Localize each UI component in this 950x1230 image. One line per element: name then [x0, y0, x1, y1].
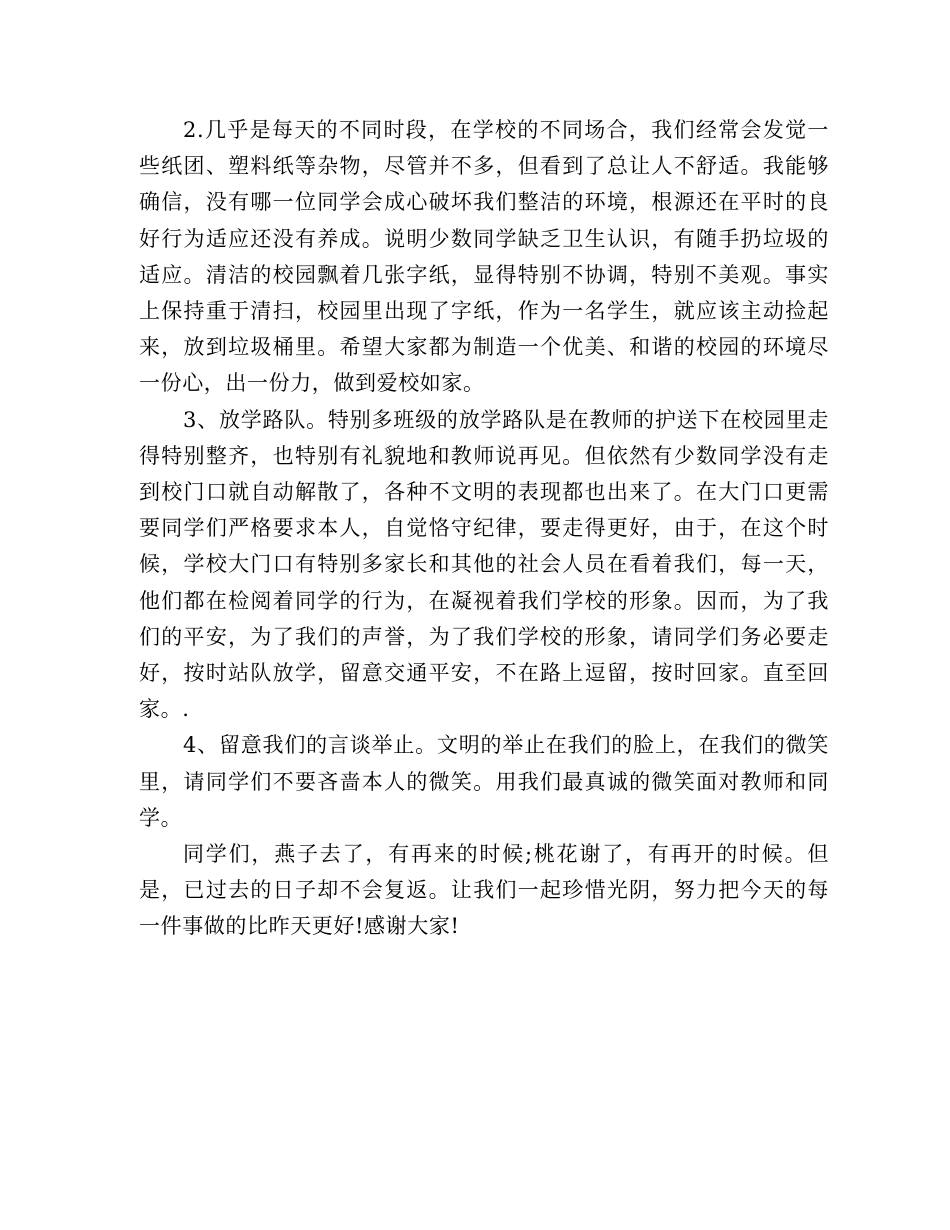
paragraph-manners: 4、留意我们的言谈举止。文明的举止在我们的脸上，在我们的微笑里，请同学们不要吝啬本人的微笑。用我们最真诚的微笑面对教师和同学。 — [139, 733, 829, 830]
paragraph-dismissal-line: 3、放学路队。特别多班级的放学路队是在教师的护送下在校园里走得特别整齐，也特别有礼貌地和教师说再见。但依然有少数同学没有走到校门口就自动解散了，各种不文明的表现都也出来了。在大门口更需要同学们严格要求本人，自觉恪守纪律，要走得更好，由于，在这个时候，学校大门口有特别多家长和其他的社会人员在看着我们，每一天，他们都在检阅着同学的行为，在凝视着我们学校的形象。因而，为了我们的平安，为了我们的声誉，为了我们学校的形象，请同学们务必要走好，按时站队放学，留意交通平安，不在路上逗留，按时回家。直至回家。. — [139, 407, 829, 722]
paragraph-cleanliness: 2.几乎是每天的不同时段，在学校的不同场合，我们经常会发觉一些纸团、塑料纸等杂物，尽管并不多，但看到了总让人不舒适。我能够确信，没有哪一位同学会成心破坏我们整洁的环境，根源还在平时的良好行为适应还没有养成。说明少数同学缺乏卫生认识，有随手扔垃圾的适应。清洁的校园飘着几张字纸，显得特别不协调，特别不美观。事实上保持重于清扫，校园里出现了字纸，作为一名学生，就应该主动捡起来，放到垃圾桶里。希望大家都为制造一个优美、和谐的校园的环境尽一份心，出一份力，做到爱校如家。 — [139, 118, 829, 396]
paragraph-closing: 同学们，燕子去了，有再来的时候;桃花谢了，有再开的时候。但是，已过去的日子却不会复返。让我们一起珍惜光阴，努力把今天的每一件事做的比昨天更好!感谢大家! — [139, 842, 829, 939]
document-body — [139, 112, 829, 945]
